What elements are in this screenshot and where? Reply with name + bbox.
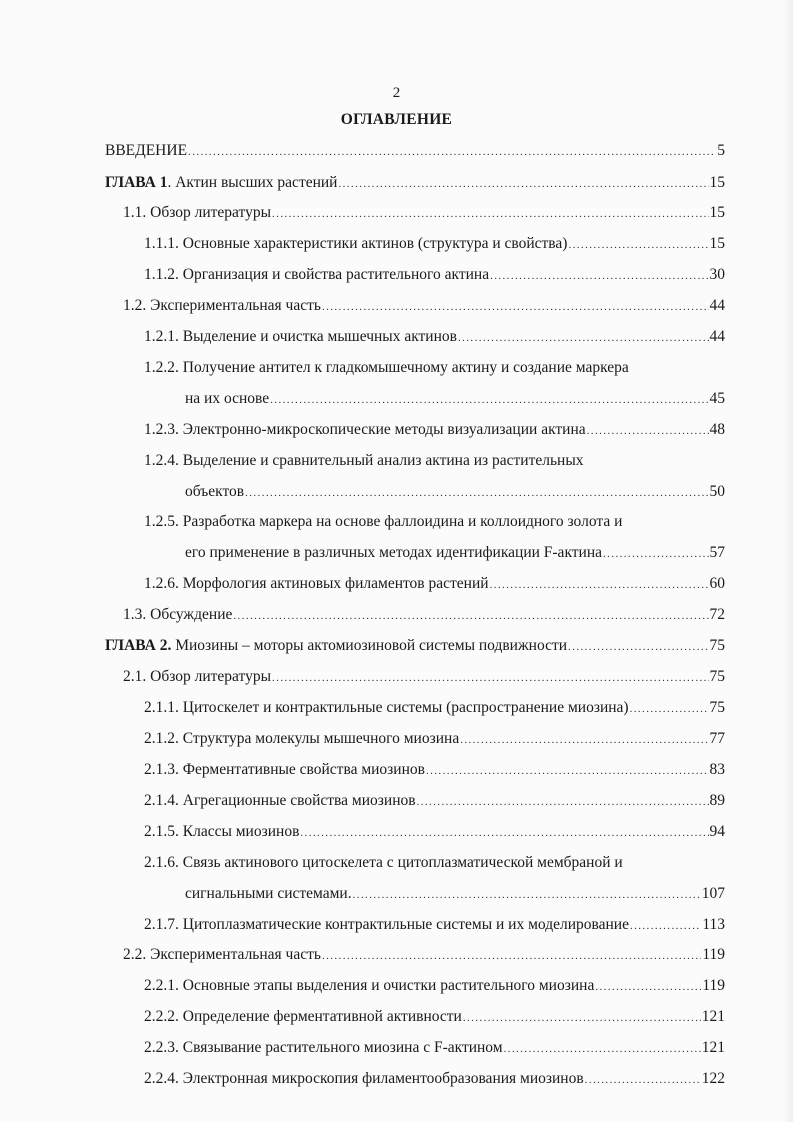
toc-entry-number: 1.2. [123, 297, 147, 314]
dot-leader [270, 391, 708, 409]
toc-entry-1-2-6 [144, 575, 725, 594]
dot-leader [233, 607, 708, 625]
toc-entry-page: 83 [709, 761, 725, 778]
toc-entry-continuation: его применение в различных методах идентификации F-актина [185, 544, 603, 561]
dot-leader [587, 422, 709, 440]
toc-entry-1-1 [123, 204, 725, 223]
toc-entry-number: 1.2.5. [144, 513, 179, 530]
toc-entry-2-1-6 [185, 885, 725, 904]
toc-entry-page: 119 [702, 977, 725, 994]
dot-leader [463, 1009, 701, 1027]
toc-entry-page: 121 [701, 1008, 725, 1025]
toc-entry-2-2-2 [144, 1008, 725, 1027]
toc-entry-number: 2.1.2. [144, 730, 179, 747]
toc-entry-page: 15 [709, 174, 725, 191]
toc-entry-2-1-3 [144, 761, 725, 780]
dot-leader [603, 545, 708, 563]
toc-entry-page: 75 [709, 668, 725, 685]
toc-entry-number: 2.1.1. [144, 699, 179, 716]
dot-leader [504, 1040, 701, 1058]
toc-entry-number: 1.1.1. [144, 235, 179, 252]
toc-entry-page: 50 [709, 483, 725, 500]
toc-entry-number: 1.2.2. [144, 359, 179, 376]
dot-leader [426, 762, 709, 780]
dot-leader [272, 205, 708, 223]
toc-entry-2-2 [123, 946, 725, 965]
toc-entry-2-1-6-line1 [144, 854, 623, 872]
toc-entry-2-1-2 [144, 730, 725, 749]
dot-leader [417, 793, 709, 811]
toc-entry-2-1-5 [144, 823, 725, 842]
toc-entry-text: Разработка маркера на основе фаллоидина и коллоидного золота и [182, 513, 623, 530]
toc-entry-1-2-5 [185, 544, 725, 563]
toc-entry-1-3 [123, 606, 725, 625]
toc-entry-page: 44 [709, 297, 725, 314]
toc-entry-1-2-2 [185, 390, 725, 409]
toc-entry-page: 89 [709, 792, 725, 809]
toc-entry-page: 45 [709, 390, 725, 407]
toc-entry-2-1-7 [144, 916, 725, 935]
toc-entry-text: Цитоплазматические контрактильные системы и их моделирование [182, 916, 629, 933]
toc-entry-number: 2.1.7. [144, 916, 179, 933]
toc-entry-text: Агрегационные свойства миозинов [182, 792, 416, 809]
toc-entry-text: Основные этапы выделения и очистки растительного миозина [182, 977, 595, 994]
toc-entry-text: Выделение и очистка мышечных актинов [182, 328, 457, 345]
dot-leader [272, 669, 708, 687]
toc-entry-page: 15 [709, 235, 725, 252]
toc-entry-text: Морфология актиновых филаментов растений [182, 575, 489, 592]
toc-entry-2-2-1 [144, 977, 725, 996]
toc-entry-text: Цитоскелет и контрактильные системы (распространение миозина) [182, 699, 629, 716]
toc-entry-text: Структура молекулы мышечного миозина [182, 730, 460, 747]
toc-entry-number: 1.2.6. [144, 575, 179, 592]
toc-entry-page: 30 [709, 266, 725, 283]
toc-entry-text: Получение антител к гладкомышечному актину и создание маркера [182, 359, 629, 376]
toc-entry-number: 1.2.1. [144, 328, 179, 345]
toc-entry-text: . Актин высших растений [167, 174, 338, 191]
dot-leader [460, 731, 708, 749]
dot-leader [338, 175, 708, 193]
toc-entry-text: Основные характеристики актинов (структура и свойства) [182, 235, 568, 252]
dot-leader [322, 947, 701, 965]
toc-entry-chapter-2 [105, 637, 725, 656]
toc-entry-page: 77 [709, 730, 725, 747]
toc-entry-number: ГЛАВА 2. [105, 637, 172, 654]
page-edge-shadow [783, 0, 793, 1122]
toc-entry-text: Выделение и сравнительный анализ актина из растительных [182, 452, 584, 469]
toc-entry-number: 1.1. [123, 204, 147, 221]
toc-entry-2-1-4 [144, 792, 725, 811]
toc-entry-1-2-5-line1 [144, 513, 622, 531]
toc-entry-1-2 [123, 297, 725, 316]
toc-entry-1-1-2 [144, 266, 725, 285]
toc-entry-text: Электронная микроскопия филаментообразования миозинов [182, 1070, 584, 1087]
toc-entry-text: Обзор литературы [150, 204, 272, 221]
dot-leader [300, 824, 708, 842]
toc-entry-page: 107 [701, 885, 725, 902]
toc-entry-number: 2.2.3. [144, 1039, 179, 1056]
toc-entry-1-2-4 [185, 483, 725, 502]
dot-leader [490, 576, 709, 594]
dot-leader [568, 638, 708, 656]
toc-entry-2-2-3 [144, 1039, 725, 1058]
toc-entry-number: 2.1.4. [144, 792, 179, 809]
toc-entry-page: 75 [709, 699, 725, 716]
toc-entry-text: Ферментативные свойства миозинов [182, 761, 425, 778]
dot-leader [630, 700, 709, 718]
page-number: 2 [392, 85, 401, 101]
toc-entry-page: 44 [709, 328, 725, 345]
toc-entry-number: 2.2. [123, 946, 147, 963]
toc-entry-text: Организация и свойства растительного актина [182, 266, 490, 283]
dot-leader [322, 298, 709, 316]
toc-entry-text: Классы миозинов [182, 823, 300, 840]
toc-entry-number: 2.2.1. [144, 977, 179, 994]
toc-entry-page: 48 [709, 421, 725, 438]
toc-entry-text: ВВЕДЕНИЕ [105, 142, 188, 159]
toc-entry-page: 15 [709, 204, 725, 221]
toc-entry-page: 5 [717, 142, 725, 159]
toc-entry-page: 113 [702, 916, 725, 933]
dot-leader [568, 236, 708, 254]
toc-entry-1-2-2-line1 [144, 359, 629, 377]
dot-leader [245, 484, 708, 502]
dot-leader [353, 886, 701, 904]
toc-entry-text: Связывание растительного миозина с F-актином [182, 1039, 503, 1056]
toc-entry-number: 1.3. [123, 606, 147, 623]
toc-entry-page: 75 [709, 637, 725, 654]
toc-entry-number: 2.1. [123, 668, 147, 685]
toc-entry-number: 2.1.3. [144, 761, 179, 778]
toc-entry-number: 1.2.4. [144, 452, 179, 469]
toc-entry-2-2-4 [144, 1070, 725, 1089]
toc-entry-text: Экспериментальная часть [150, 946, 321, 963]
toc-entry-number: 2.1.6. [144, 854, 179, 871]
toc-entry-text: Связь актинового цитоскелета с цитоплазматической мембраной и [182, 854, 623, 871]
dot-leader [595, 978, 701, 996]
toc-entry-number: ГЛАВА 1 [105, 174, 168, 191]
toc-entry-page: 60 [709, 575, 725, 592]
toc-entry-1-2-1 [144, 328, 725, 347]
toc-entry-number: 1.2.3. [144, 421, 179, 438]
toc-entry-number: 2.1.5. [144, 823, 179, 840]
toc-entry-continuation: на их основе [185, 390, 270, 407]
toc-entry-2-1 [123, 668, 725, 687]
toc-entry-text: Электронно-микроскопические методы визуализации актина [182, 421, 586, 438]
toc-entry-2-1-1 [144, 699, 725, 718]
toc-title: ОГЛАВЛЕНИЕ [340, 111, 453, 128]
toc-entry-page: 94 [709, 823, 725, 840]
dot-leader [188, 143, 716, 161]
toc-entry-continuation: объектов [185, 483, 245, 500]
toc-entry-page: 119 [702, 946, 725, 963]
toc-entry-1-2-4-line1 [144, 452, 583, 470]
toc-entry-1-2-3 [144, 421, 725, 440]
dot-leader [630, 917, 701, 935]
toc-entry-page: 121 [701, 1039, 725, 1056]
toc-entry-text: Определение ферментативной активности [182, 1008, 462, 1025]
toc-entry-text: Обсуждение [150, 606, 233, 623]
toc-entry-text: Экспериментальная часть [150, 297, 321, 314]
toc-entry-number: 2.2.2. [144, 1008, 179, 1025]
toc-entry-chapter-1 [105, 174, 725, 193]
toc-entry-number: 2.2.4. [144, 1070, 179, 1087]
toc-entry-number: 1.1.2. [144, 266, 179, 283]
toc-entry-page: 122 [701, 1070, 725, 1087]
toc-entry-page: 72 [709, 606, 725, 623]
toc-entry-text: Обзор литературы [150, 668, 272, 685]
dot-leader [490, 267, 708, 285]
toc-entry-continuation: сигнальными системами. [185, 885, 352, 902]
toc-entry-1-1-1 [144, 235, 725, 254]
dot-leader [585, 1071, 701, 1089]
toc-entry-introduction [105, 142, 725, 161]
dot-leader [458, 329, 709, 347]
toc-entry-text: Миозины – моторы актомиозиновой системы подвижности [175, 637, 568, 654]
toc-entry-page: 57 [709, 544, 725, 561]
